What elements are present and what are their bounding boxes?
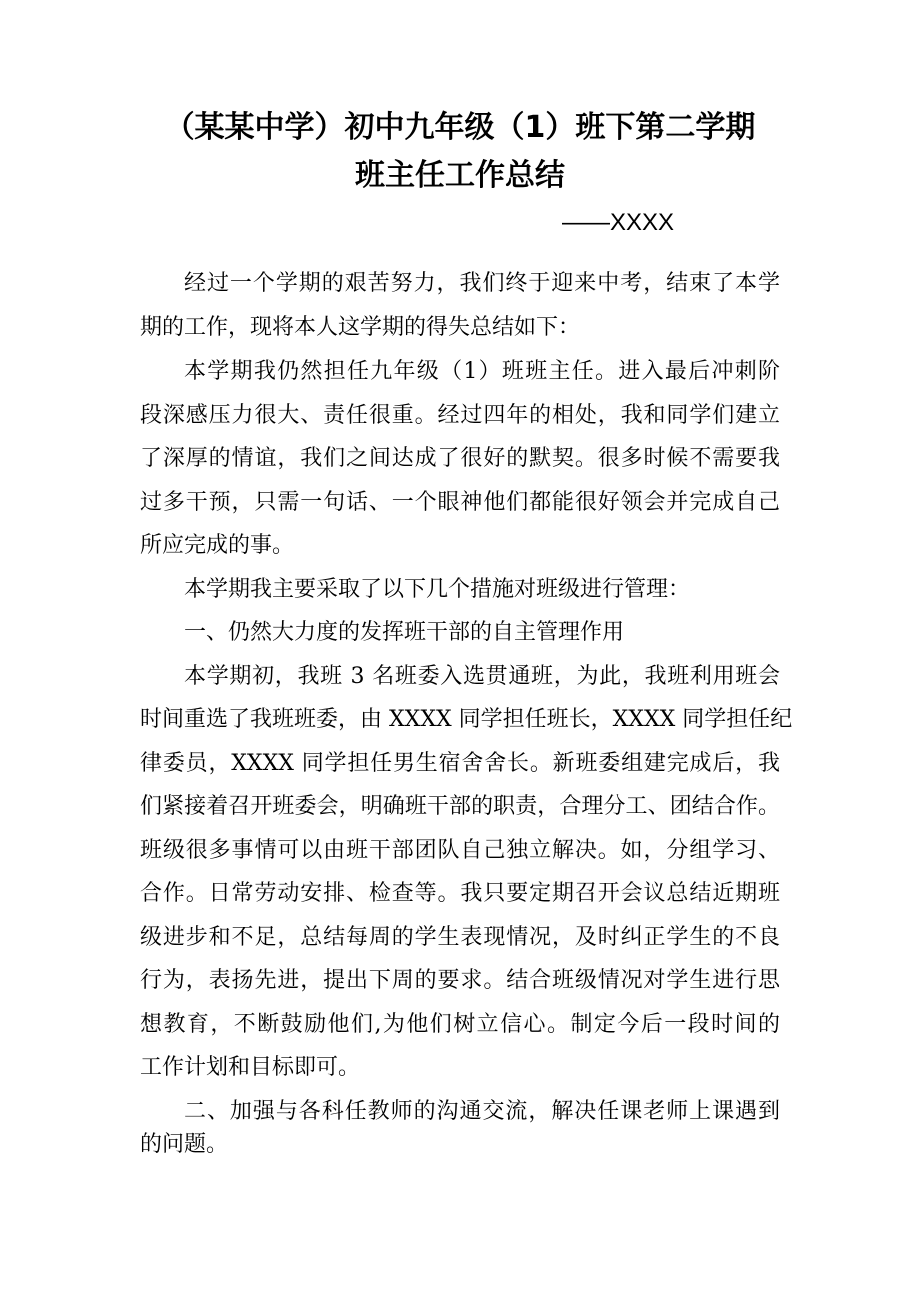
paragraph-line: 段深感压力很大、责任很重。经过四年的相处，我和同学们建立 [140,403,780,428]
paragraph-line: 工作计划和目标即可。 [140,1055,361,1080]
paragraph-line: 时间重选了我班班委，由 XXXX 同学担任班长，XXXX 同学担任纪 [140,707,793,732]
paragraph-line: 合作。日常劳动安排、检查等。我只要定期召开会议总结近期班 [140,881,780,906]
section-heading: 二、加强与各科任教师的沟通交流，解决任课老师上课遇到 [184,1099,780,1124]
section-heading: 一、仍然大力度的发挥班干部的自主管理作用 [184,620,625,645]
section-heading: 的问题。 [140,1132,229,1157]
paragraph-line: 律委员，XXXX 同学担任男生宿舍舍长。新班委组建完成后，我 [140,751,780,776]
paragraph-line: 想教育，不断鼓励他们,为他们树立信心。制定今后一段时间的 [140,1012,780,1037]
document-author: ——XXXX [562,209,675,236]
paragraph-line: 们紧接着召开班委会，明确班干部的职责，合理分工、团结合作。 [140,794,780,819]
paragraph-line: 了深厚的情谊，我们之间达成了很好的默契。很多时候不需要我 [140,446,780,471]
paragraph-line: 本学期我主要采取了以下几个措施对班级进行管理： [184,577,691,602]
paragraph-line: 行为，表扬先进，提出下周的要求。结合班级情况对学生进行思 [140,968,780,993]
paragraph-line: 班级很多事情可以由班干部团队自己独立解决。如，分组学习、 [140,838,780,863]
paragraph-line: 本学期初，我班 3 名班委入选贯通班，为此，我班利用班会 [184,664,780,689]
paragraph-line: 所应完成的事。 [140,533,295,558]
document-title-line-1: （某某中学）初中九年级（1）班下第二学期 [164,110,756,145]
paragraph-line: 过多干预，只需一句话、一个眼神他们都能很好领会并完成自己 [140,490,780,515]
paragraph-line: 经过一个学期的艰苦努力，我们终于迎来中考，结束了本学 [184,271,780,296]
document-title-line-2: 班主任工作总结 [355,158,565,193]
paragraph-line: 级进步和不足，总结每周的学生表现情况，及时纠正学生的不良 [140,925,780,950]
paragraph-line: 期的工作，现将本人这学期的得失总结如下： [140,315,581,340]
paragraph-line: 本学期我仍然担任九年级（1）班班主任。进入最后冲刺阶 [184,359,780,384]
